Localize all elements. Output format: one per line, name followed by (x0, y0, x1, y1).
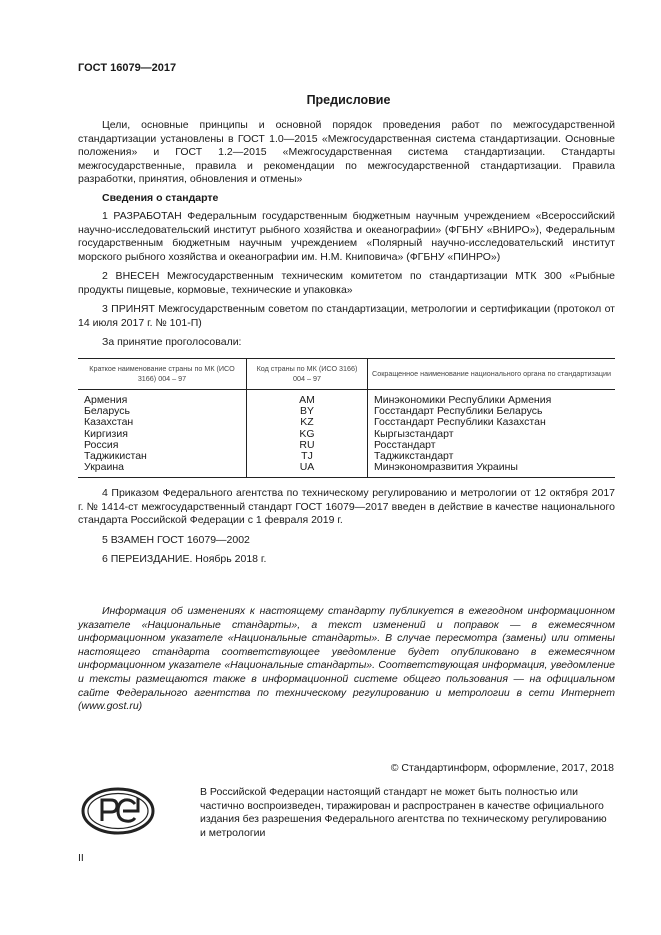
cell-code: TJ (247, 451, 368, 462)
header-code: Код страны по МК (ИСО 3166) 004 – 97 (247, 359, 368, 390)
header-country: Краткое наименование страны по МК (ИСО 3166) 004 – 97 (78, 359, 247, 390)
voting-table (78, 358, 615, 478)
table-header-row (78, 359, 615, 390)
cell-country: Беларусь (84, 405, 130, 418)
cell-country: Казахстан (84, 416, 134, 429)
item-developed: 1 РАЗРАБОТАН Федеральным государственным бюджетным научным учреждением «Всероссийский научно-исследовательский институт рыбного хозяйства и океанографии» (ФГБНУ «ВНИРО»), Федеральным государственным бюджетным научным учреждением «Полярный научно-исследовательский институт морского рыбного хозяйства и океанографии им. Н.М. Книповича» (ФГБНУ «ПИНРО») (78, 210, 615, 263)
cell-organ: Кыргызстандарт (368, 429, 616, 440)
vote-label: За принятие проголосовали: (102, 336, 242, 348)
table-row (78, 462, 615, 478)
table-row (78, 440, 615, 451)
header-organ: Сокращенное наименование национального органа по стандартизации (368, 359, 616, 390)
item-order: 4 Приказом Федерального агентства по техническому регулированию и метрологии от 12 октября 2017 г. № 1414-ст межгосударственный стандарт ГОСТ 16079—2017 введен в действие в качестве национального стандарта Российской Федерации с 1 февраля 2019 г. (78, 487, 615, 527)
cell-organ: Таджикстандарт (368, 451, 616, 462)
rights-notice: В Российской Федерации настоящий стандарт не может быть полностью или частично воспроизведен, тиражирован и распространен в качестве официального издания без разрешения Федерального агентства по техническому регулированию и метрологии (200, 786, 607, 839)
info-note: Информация об изменениях к настоящему стандарту публикуется в ежегодном информационном указателе «Национальные стандарты», а текст изменений и поправок — в ежемесячном информационном указателе «Национальные стандарты». В случае пересмотра (замены) или отмены настоящего стандарта соответствующее уведомление будет опубликовано в ежемесячном информационном указателе «Национальные стандарты». Соответствующая информация, уведомление и тексты размещаются также в информационной системе общего пользования — на официальном сайте Федерального агентства по техническому регулированию и метрологии в сети Интернет (www.gost.ru) (78, 605, 615, 713)
cell-country: Таджикистан (84, 450, 147, 463)
table-row (78, 417, 615, 428)
intro-paragraph: Цели, основные принципы и основной порядок проведения работ по межгосударственной стандартизации установлены в ГОСТ 1.0—2015 «Межгосударственная система стандартизации. Основные положения» и ГОСТ 1.2—2015 «Межгосударственная система стандартизации. Стандарты межгосударственные, правила и рекомендации по межгосударственной стандартизации. Правила разработки, принятия, обновления и отмены» (78, 119, 615, 186)
cell-country: Россия (84, 438, 119, 451)
cell-code: AM (247, 390, 368, 407)
table-row (78, 390, 615, 407)
section-title: Сведения о стандарте (102, 192, 219, 204)
document-code: ГОСТ 16079—2017 (78, 62, 177, 74)
cell-code: UA (247, 462, 368, 478)
cell-country: Украина (78, 462, 247, 478)
cell-organ: Минэкономразвития Украины (368, 462, 616, 478)
cell-organ: Минэкономики Республики Армения (368, 390, 616, 407)
item-reissue: 6 ПЕРЕИЗДАНИЕ. Ноябрь 2018 г. (102, 553, 267, 565)
cell-code: KZ (247, 417, 368, 428)
page-title: Предисловие (306, 93, 391, 107)
cell-organ: Госстандарт Республики Казахстан (368, 417, 616, 428)
cell-code: BY (247, 406, 368, 417)
cell-country: Киргизия (84, 427, 128, 440)
cell-country: Армения (84, 394, 128, 406)
item-adopted: 3 ПРИНЯТ Межгосударственным советом по стандартизации, метрологии и сертификации (протокол от 14 июля 2017 г. № 101-П) (78, 303, 615, 329)
page-number: II (78, 852, 84, 864)
cell-organ: Росстандарт (368, 440, 616, 451)
cell-code: KG (247, 429, 368, 440)
table-row (78, 451, 615, 462)
rst-logo-icon (80, 786, 156, 836)
cell-code: RU (247, 440, 368, 451)
item-introduced: 2 ВНЕСЕН Межгосударственным техническим комитетом по стандартизации МТК 300 «Рыбные продукты пищевые, кормовые, технические и упаковка» (78, 270, 615, 296)
copyright: © Стандартинформ, оформление, 2017, 2018 (390, 762, 614, 774)
table-row (78, 429, 615, 440)
item-replaces: 5 ВЗАМЕН ГОСТ 16079—2002 (102, 534, 250, 546)
cell-organ: Госстандарт Республики Беларусь (368, 406, 616, 417)
